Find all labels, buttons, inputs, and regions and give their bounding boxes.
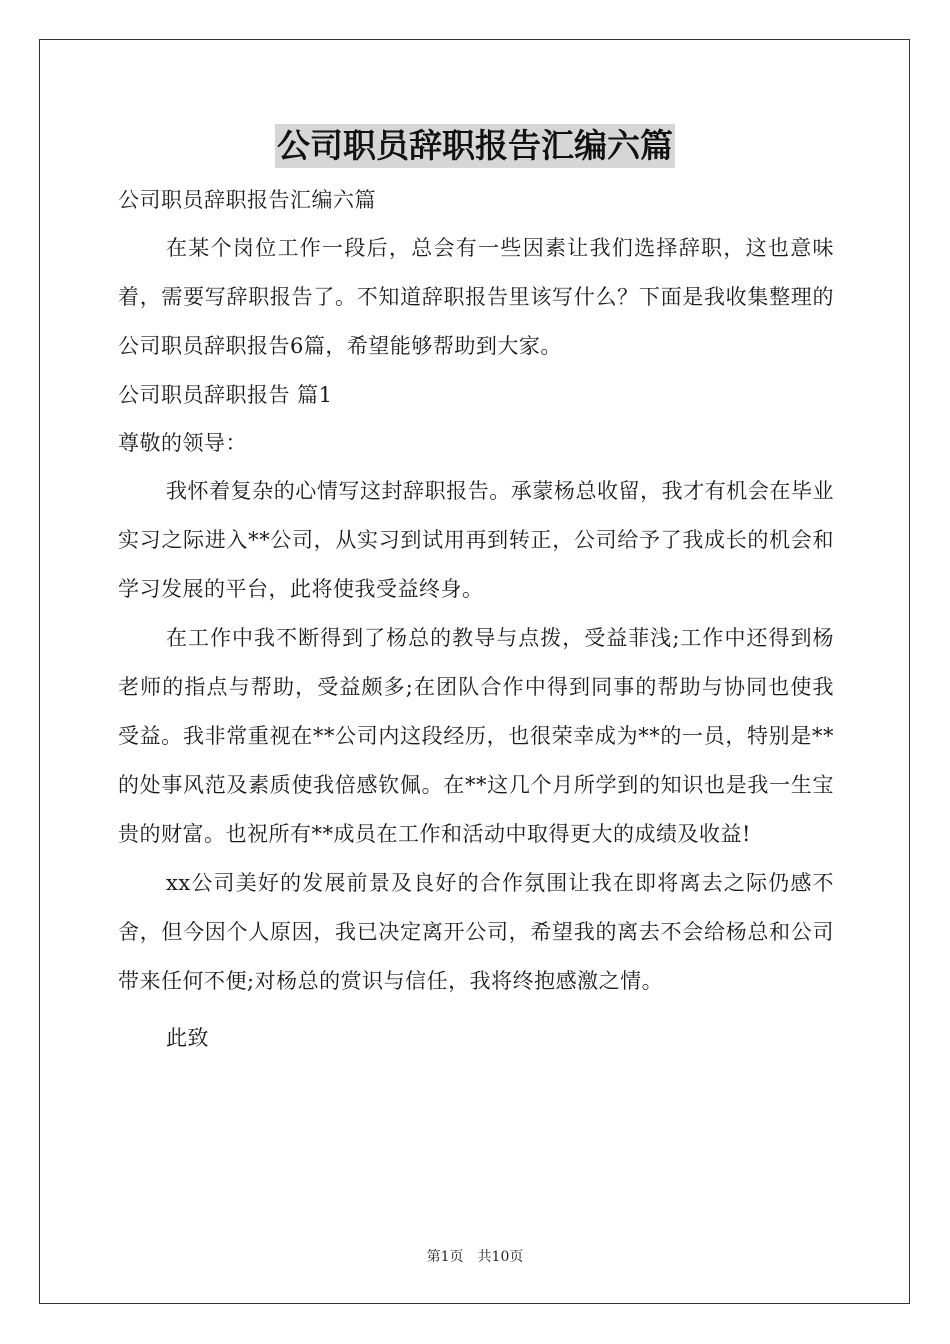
- document-subtitle: 公司职员辞职报告汇编六篇: [118, 188, 376, 212]
- intro-paragraph: 在某个岗位工作一段后，总会有一些因素让我们选择辞职，这也意味着，需要写辞职报告了。不知道辞职报告里该写什么？下面是我收集整理的公司职员辞职报告6篇，希望能够帮助到大家。: [118, 236, 834, 358]
- body-paragraph: 我怀着复杂的心情写这封辞职报告。承蒙杨总收留，我才有机会在毕业实习之际进入**公司，从实习到试用再到转正，公司给予了我成长的机会和学习发展的平台，此将使我受益终身。: [118, 479, 834, 601]
- salutation: 尊敬的领导：: [118, 431, 247, 455]
- document-body: [118, 176, 834, 1063]
- closing-text: 此致: [166, 1026, 209, 1050]
- body-paragraph: 在工作中我不断得到了杨总的教导与点拨，受益菲浅;工作中还得到杨老师的指点与帮助，受益颇多;在团队合作中得到同事的帮助与协同也使我受益。我非常重视在**公司内这段经历，也很荣幸成为**的一员，特别是**的处事风范及素质使我倍感钦佩。在**这几个月所学到的知识也是我一生宝贵的财富。也祝所有**成员在工作和活动中取得更大的成绩及收益!: [118, 626, 834, 846]
- page-footer: 第1页 共10页: [426, 1249, 524, 1265]
- section-heading: 公司职员辞职报告 篇1: [118, 383, 333, 407]
- title-container: [0, 124, 950, 168]
- body-paragraph: xx公司美好的发展前景及良好的合作氛围让我在即将离去之际仍感不舍，但今因个人原因，我已决定离开公司，希望我的离去不会给杨总和公司带来任何不便;对杨总的赏识与信任，我将终抱感激之情。: [118, 871, 834, 993]
- document-title: 公司职员辞职报告汇编六篇: [275, 124, 675, 168]
